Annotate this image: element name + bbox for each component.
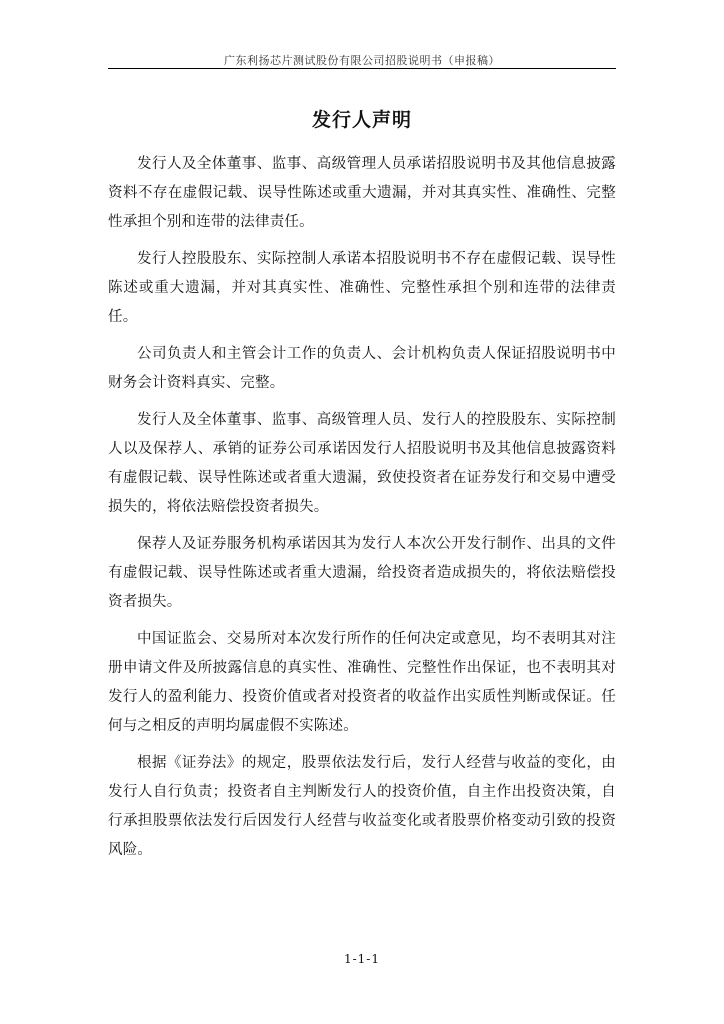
paragraph-3: 公司负责人和主管会计工作的负责人、会计机构负责人保证招股说明书中财务会计资料真实、完整。 <box>108 346 616 391</box>
paragraph-5: 保荐人及证券服务机构承诺因其为发行人本次公开发行制作、出具的文件有虚假记载、误导性陈述或者重大遗漏，给投资者造成损失的，将依法赔偿投资者损失。 <box>108 536 616 610</box>
paragraph-4: 发行人及全体董事、监事、高级管理人员、发行人的控股股东、实际控制人以及保荐人、承销的证券公司承诺因发行人招股说明书及其他信息披露资料有虚假记载、误导性陈述或者重大遗漏，致使投资者在证券发行和交易中遭受损失的，将依法赔偿投资者损失。 <box>108 412 616 515</box>
paragraph-2: 发行人控股股东、实际控制人承诺本招股说明书不存在虚假记载、误导性陈述或重大遗漏，并对其真实性、准确性、完整性承担个别和连带的法律责任。 <box>108 251 616 325</box>
running-header: 广东利扬芯片测试股份有限公司招股说明书（申报稿） <box>224 54 500 67</box>
declaration-body <box>108 150 616 873</box>
document-title: 发行人声明 <box>311 109 412 131</box>
paragraph-6: 中国证监会、交易所对本次发行所作的任何决定或意见，均不表明其对注册申请文件及所披露信息的真实性、准确性、完整性作出保证，也不表明其对发行人的盈利能力、投资价值或者对投资者的收益作出实质性判断或保证。任何与之相反的声明均属虚假不实陈述。 <box>108 631 616 734</box>
page-number: 1-1-1 <box>343 952 380 966</box>
paragraph-7: 根据《证券法》的规定，股票依法发行后，发行人经营与收益的变化，由发行人自行负责；投资者自主判断发行人的投资价值，自主作出投资决策，自行承担股票依法发行后因发行人经营与收益变化或者股票价格变动引致的投资风险。 <box>108 755 616 858</box>
paragraph-1: 发行人及全体董事、监事、高级管理人员承诺招股说明书及其他信息披露资料不存在虚假记载、误导性陈述或重大遗漏，并对其真实性、准确性、完整性承担个别和连带的法律责任。 <box>108 156 616 230</box>
header-divider <box>108 68 616 69</box>
